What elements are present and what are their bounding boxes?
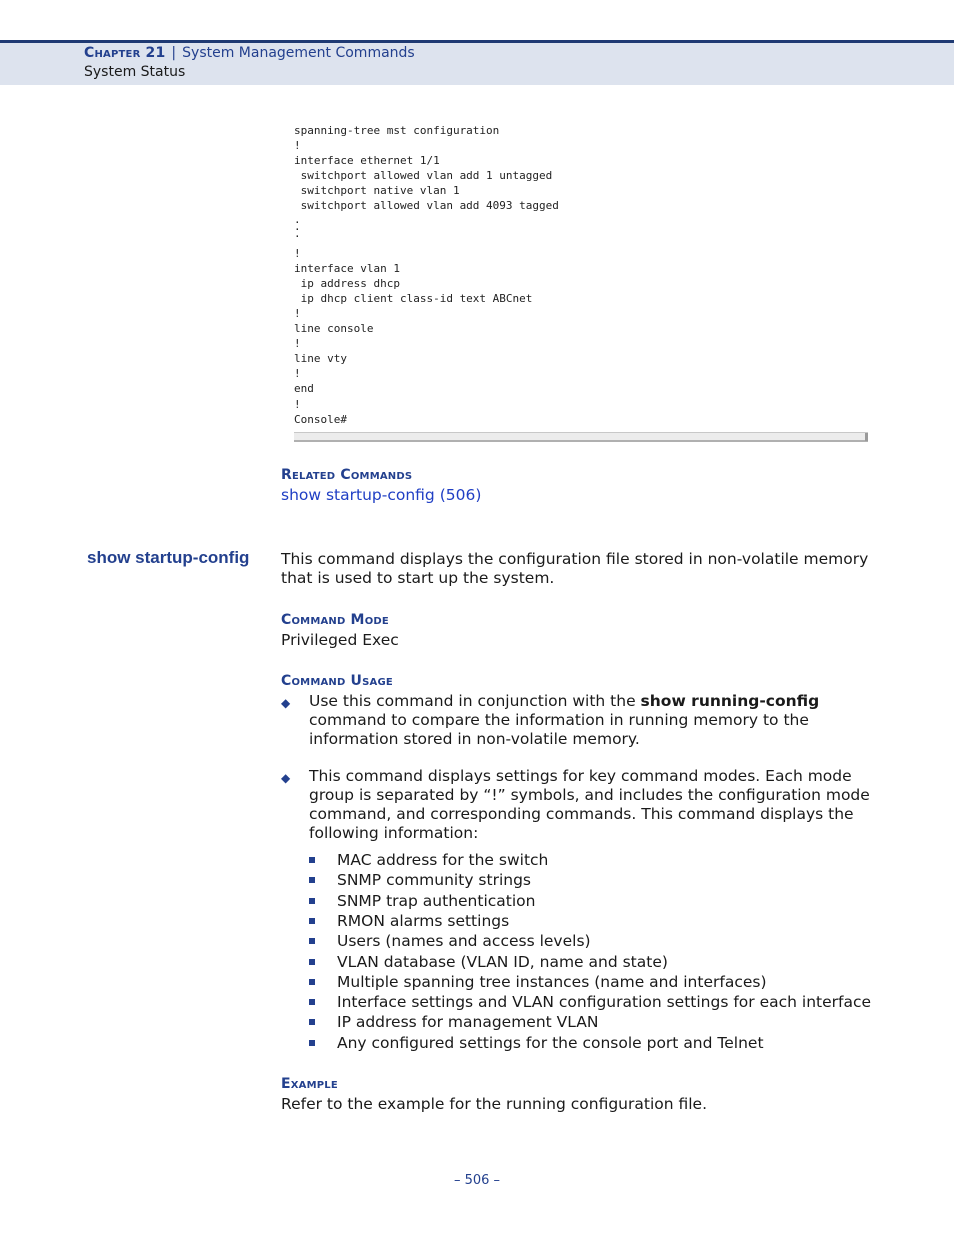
list-item-text: Users (names and access levels) (337, 932, 591, 950)
code-scrollbar[interactable] (294, 432, 868, 442)
square-bullet-icon (309, 979, 315, 985)
diamond-bullet-icon: ◆ (281, 696, 291, 710)
code-line: ip address dhcp (294, 276, 400, 290)
header-section: System Status (84, 64, 186, 80)
header-separator: | (171, 45, 177, 61)
list-item-text: SNMP community strings (337, 871, 531, 889)
page-number: – 506 – (453, 1173, 501, 1188)
code-line: line console (294, 322, 374, 336)
related-command-link[interactable]: show startup-config (506) (281, 486, 482, 504)
list-item-text: RMON alarms settings (337, 912, 510, 930)
code-line: switchport native vlan 1 (294, 184, 460, 198)
code-line: ! (294, 337, 301, 351)
resize-grip-icon[interactable] (865, 433, 868, 441)
example-text: Refer to the example for the running configuration file. (281, 1095, 708, 1113)
square-bullet-icon (309, 999, 315, 1005)
list-item-text: MAC address for the switch (337, 851, 549, 869)
code-line: line vty (294, 352, 347, 366)
list-item-text: Interface settings and VLAN configuration settings for each interface (337, 993, 872, 1011)
command-reference: show running-config (640, 692, 820, 710)
command-mode-value: Privileged Exec (281, 631, 399, 649)
list-item-text: Any configured settings for the console port and Telnet (337, 1034, 764, 1052)
usage-text: This command displays settings for key command modes. Each mode group is separated by “!” symbols, and includes the configuration mode command, and corresponding commands. This command displays the following information: (309, 767, 870, 842)
code-line: ! (294, 306, 301, 320)
usage-text (309, 692, 879, 749)
list-item-text: IP address for management VLAN (337, 1013, 599, 1031)
code-line: switchport allowed vlan add 4093 tagged (294, 199, 559, 213)
code-ellipsis: . . . (294, 212, 301, 240)
code-line: ! (294, 246, 301, 260)
square-bullet-icon (309, 959, 315, 965)
command-mode-heading: Command Mode (281, 612, 389, 628)
code-line: end (294, 382, 314, 396)
usage-text-part: command to compare the information in running memory to the information stored in non-volatile memory. (309, 711, 809, 748)
square-bullet-icon (309, 938, 315, 944)
square-bullet-icon (309, 877, 315, 883)
command-usage-heading: Command Usage (281, 673, 393, 689)
diamond-bullet-icon: ◆ (281, 771, 291, 785)
chapter-title: System Management Commands (182, 45, 415, 61)
square-bullet-icon (309, 1040, 315, 1046)
usage-text-part: Use this command in conjunction with the (309, 692, 641, 710)
square-bullet-icon (309, 918, 315, 924)
list-item-text: VLAN database (VLAN ID, name and state) (337, 953, 668, 971)
code-line: ! (294, 367, 301, 381)
list-item-text: SNMP trap authentication (337, 892, 536, 910)
command-description: This command displays the configuration file stored in non-volatile memory that is used to start up the system. (281, 550, 869, 587)
code-line: ! (294, 139, 301, 153)
square-bullet-icon (309, 857, 315, 863)
square-bullet-icon (309, 898, 315, 904)
code-line: ! (294, 397, 301, 411)
code-example (294, 123, 868, 427)
square-bullet-icon (309, 1019, 315, 1025)
code-line: Console# (294, 412, 347, 426)
code-line: spanning-tree mst configuration (294, 124, 500, 137)
example-heading: Example (281, 1076, 338, 1092)
list-item-text: Multiple spanning tree instances (name and interfaces) (337, 973, 767, 991)
chapter-label: Chapter 21 (84, 45, 166, 61)
code-line: interface ethernet 1/1 (294, 154, 440, 168)
code-line: switchport allowed vlan add 1 untagged (294, 169, 553, 183)
related-commands-heading: Related Commands (281, 467, 413, 483)
code-line: interface vlan 1 (294, 261, 400, 275)
header-chapter-line (84, 45, 415, 61)
command-title: show startup-config (87, 548, 250, 567)
code-line: ip dhcp client class-id text ABCnet (294, 291, 533, 305)
